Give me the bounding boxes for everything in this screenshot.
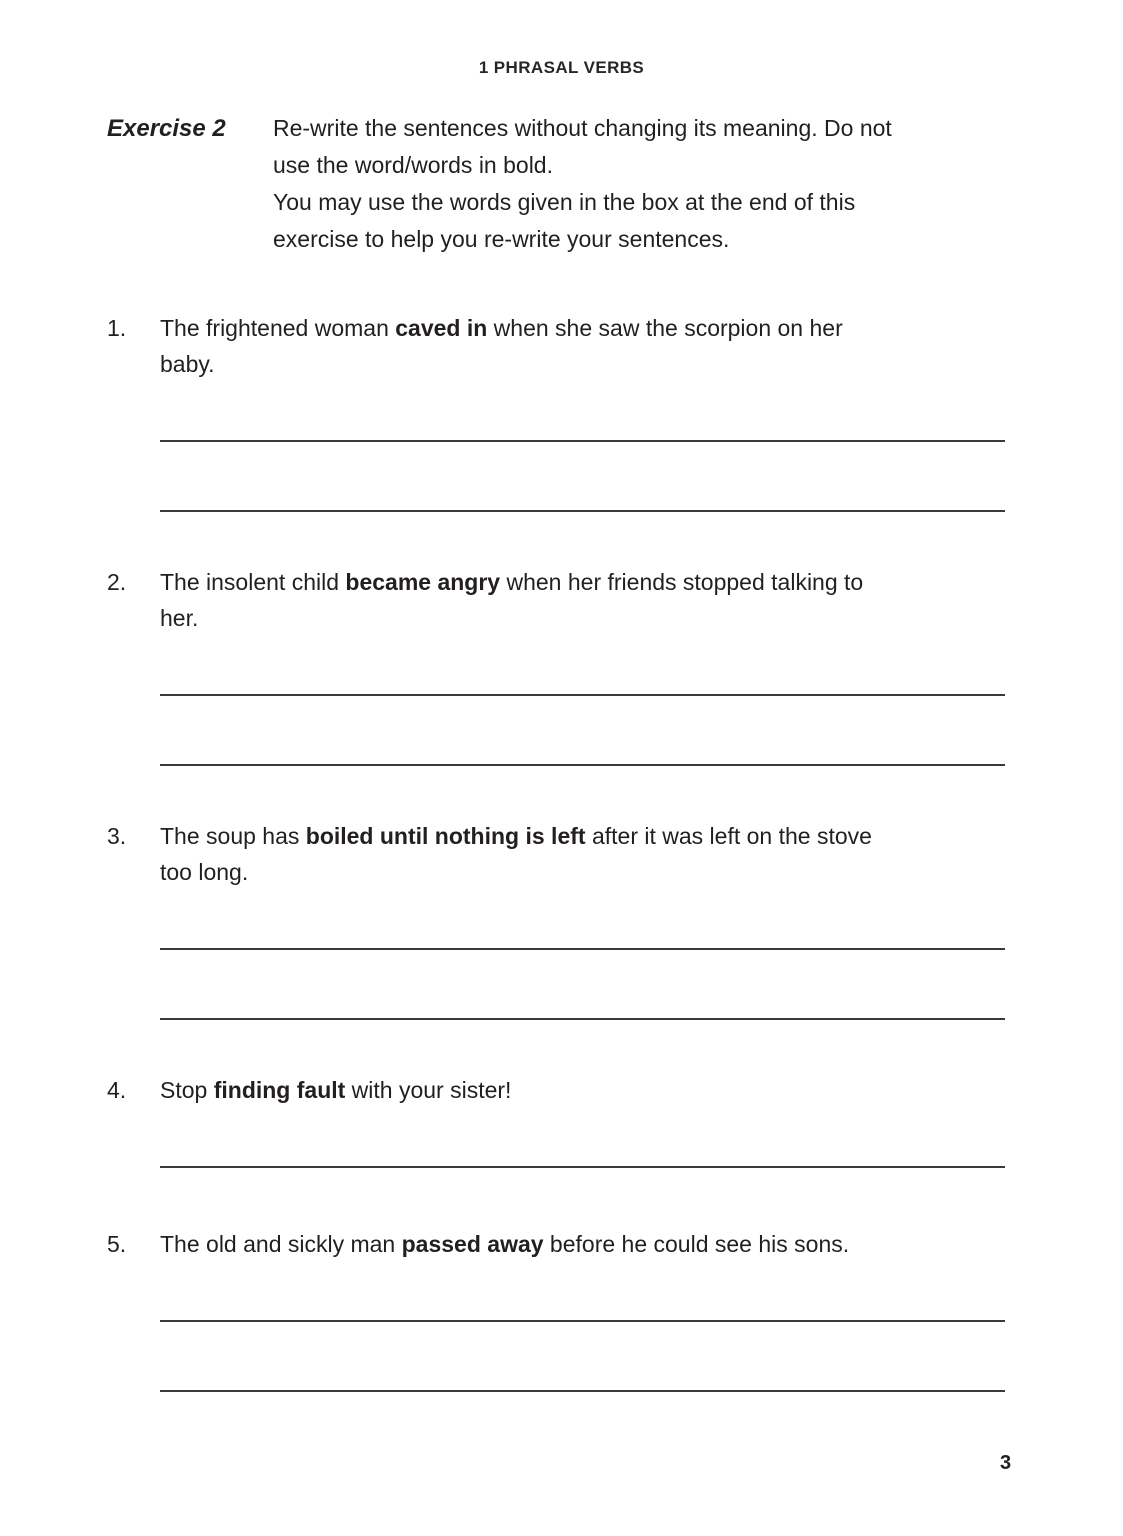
sentence-text: The soup has xyxy=(160,823,306,849)
item-body xyxy=(160,564,1005,766)
item-number: 5. xyxy=(107,1231,127,1257)
item-number: 2. xyxy=(107,569,127,595)
answer-line xyxy=(160,440,1005,442)
sentence-text: The insolent child xyxy=(160,569,346,595)
item-body xyxy=(160,1226,1005,1392)
sentence-text: Stop xyxy=(160,1077,214,1103)
item-bold-phrase: finding fault xyxy=(213,1077,346,1103)
answer-line xyxy=(160,1390,1005,1392)
item-body xyxy=(160,310,1005,512)
item-sentence xyxy=(160,818,1005,854)
sentence-text: The old and sickly man xyxy=(160,1231,402,1257)
answer-line xyxy=(160,764,1005,766)
item-sentence xyxy=(160,564,1005,600)
item-bold-phrase: boiled until nothing is left xyxy=(305,823,586,849)
answer-line xyxy=(160,1166,1005,1168)
sentence-text: before he could see his sons. xyxy=(543,1231,850,1257)
answer-line xyxy=(160,948,1005,950)
exercise-instructions xyxy=(273,110,1033,258)
exercise-item xyxy=(107,1226,1123,1392)
answer-line xyxy=(160,1320,1005,1322)
answer-line xyxy=(160,510,1005,512)
sentence-text: after it was left on the stove xyxy=(585,823,872,849)
item-body xyxy=(160,1072,1005,1168)
instruction-line: exercise to help you re-write your sentences. xyxy=(273,226,730,252)
item-number: 4. xyxy=(107,1077,127,1103)
item-body xyxy=(160,818,1005,1020)
item-sentence xyxy=(160,1226,1005,1262)
item-sentence-line2: baby. xyxy=(160,351,215,377)
sentence-text: with your sister! xyxy=(345,1077,512,1103)
answer-line xyxy=(160,1018,1005,1020)
exercise-block xyxy=(107,110,1123,258)
item-sentence-line2: her. xyxy=(160,605,199,631)
item-sentence-line2: too long. xyxy=(160,859,249,885)
page-number: 3 xyxy=(1000,1452,1012,1474)
exercise-item xyxy=(107,818,1123,1020)
sentence-text: when her friends stopped talking to xyxy=(500,569,864,595)
exercise-label: Exercise 2 xyxy=(107,115,226,142)
item-sentence xyxy=(160,1072,1005,1108)
item-number: 1. xyxy=(107,315,127,341)
sentence-text: The frightened woman xyxy=(160,315,396,341)
page-header: 1 PHRASAL VERBS xyxy=(478,58,645,77)
instruction-line: Re-write the sentences without changing its meaning. Do not xyxy=(273,115,892,141)
sentence-text: when she saw the scorpion on her xyxy=(487,315,843,341)
exercise-item xyxy=(107,310,1123,512)
item-sentence xyxy=(160,310,1005,346)
instruction-line: You may use the words given in the box at the end of this xyxy=(273,189,856,215)
item-bold-phrase: caved in xyxy=(395,315,488,341)
item-bold-phrase: passed away xyxy=(401,1231,544,1257)
item-bold-phrase: became angry xyxy=(345,569,501,595)
item-number: 3. xyxy=(107,823,127,849)
exercise-item xyxy=(107,564,1123,766)
exercise-item xyxy=(107,1072,1123,1168)
instruction-line: use the word/words in bold. xyxy=(273,152,553,178)
answer-line xyxy=(160,694,1005,696)
